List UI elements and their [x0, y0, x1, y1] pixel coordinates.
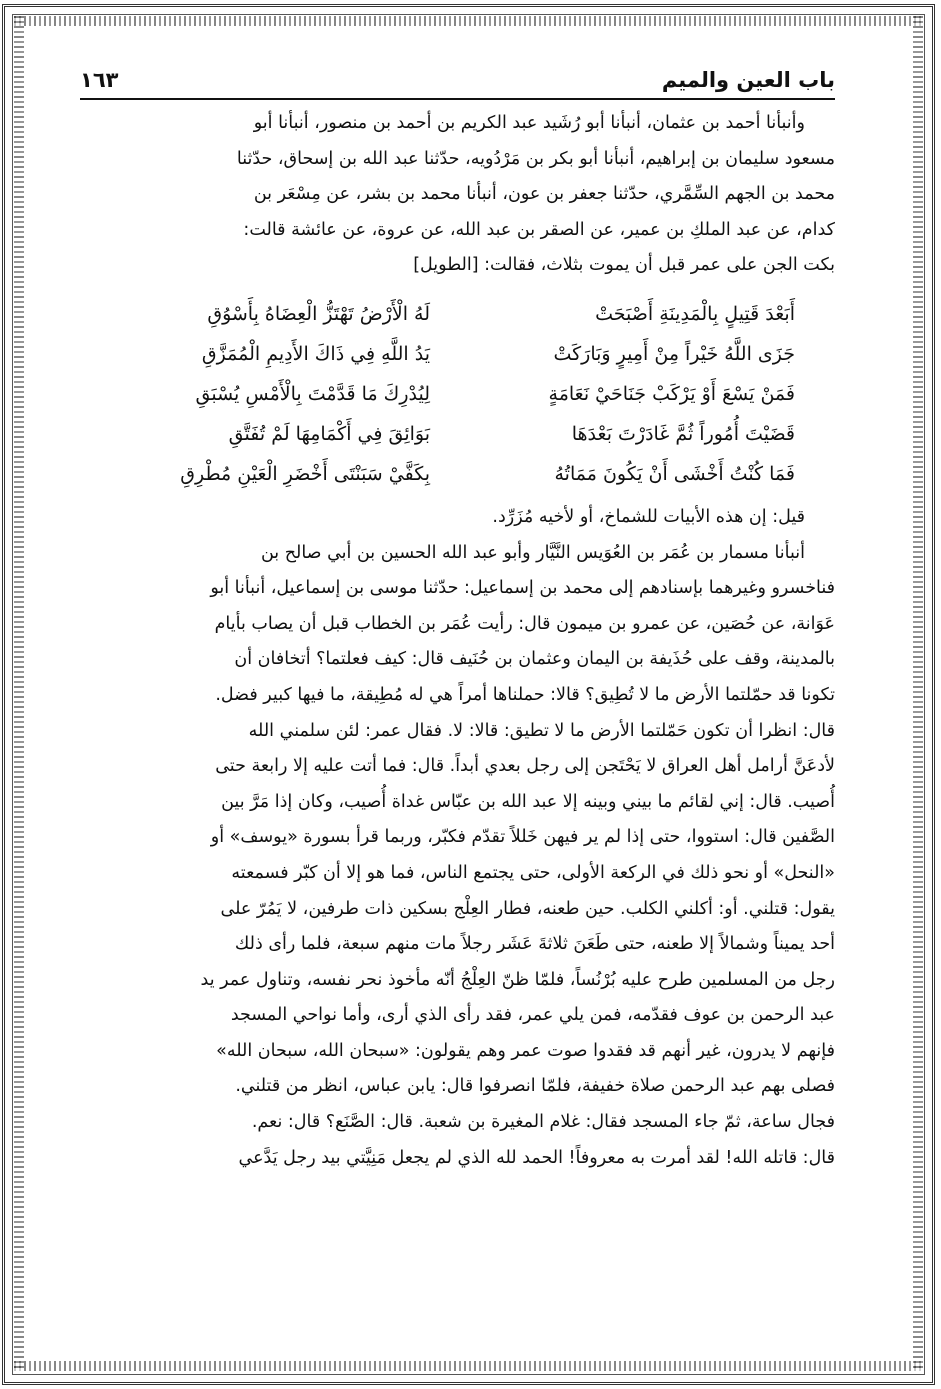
text-line: محمد بن الجهم السِّمَّري، حدّثنا جعفر بن عون، أنبأنا محمد بن بشر، عن مِسْعَر بن — [253, 184, 835, 205]
text-line: كدام، عن عبد الملكِ بن عمير، عن الصقر بن عبد الله، عن عروة، عن عائشة قالت: — [243, 219, 835, 240]
book-page — [80, 60, 835, 1176]
poem-verse — [80, 454, 835, 494]
verse-first-hemistich: فَمَنْ يَسْعَ أَوْ يَرْكَبْ جَنَاحَيْ نَعَامَةٍ — [548, 382, 795, 405]
text-line: عبد الرحمن بن عوف فقدّمه، فمن يلي عمر، فقد رأى الذي أرى، وأما نواحي المسجد — [230, 1005, 835, 1026]
page-number: ١٦٣ — [80, 68, 119, 92]
verse-first-hemistich: جَزَى اللَّهُ خَيْراً مِنْ أَمِيرٍ وَبَارَكَتْ — [553, 342, 795, 365]
paragraph-narration — [80, 536, 835, 1177]
poem-attribution-note: قيل: إن هذه الأبيات للشماخ، أو لأخيه مُزَرِّد. — [492, 506, 805, 527]
text-line: عَوَانة، عن حُصَين، عن عمرو بن ميمون قال: رأيت عُمَر بن الخطاب قبل أن يصاب بأيام — [214, 613, 835, 634]
poem — [80, 294, 835, 494]
text-line: أنبأنا مسمار بن عُمَر بن العُوَيس النَّيَّار وأبو عبد الله الحسين بن أبي صالح بن — [260, 542, 805, 563]
text-line: فجال ساعة، ثمّ جاء المسجد فقال: غلام المغيرة بن شعبة. قال: الصَّنَع؟ قال: نعم. — [251, 1112, 835, 1133]
verse-second-hemistich: لِيُدْرِكَ مَا قَدَّمْتَ بِالْأَمْسِ يُسْبَقِ — [195, 382, 430, 405]
text-line: تكونا قد حمّلتما الأرض ما لا تُطِيق؟ قالا: حملناها أمراً هي له مُطِيقة، ما فيها كبير فضل. — [215, 684, 835, 705]
chapter-title: باب العين والميم — [661, 68, 835, 92]
verse-first-hemistich: أَبَعْدَ قَتِيلٍ بِالْمَدِينَةِ أَصْبَحَتْ — [595, 302, 795, 325]
verse-second-hemistich: يَدُ اللَّهِ فِي ذَاكَ الأَدِيمِ الْمُمَزَّقِ — [201, 342, 430, 365]
poem-verse — [80, 294, 835, 334]
text-line: لأدعَنَّ أرامل أهل العراق لا يَحْتَجن إلى رجل بعدي أبداً. قال: فما أتت عليه إلا رابعة حتى — [215, 756, 835, 777]
body-text — [80, 106, 835, 1176]
text-line: فناخسرو وغيرهما بإسنادهم إلى محمد بن إسماعيل: حدّثنا موسى بن إسماعيل، أنبأنا أبو — [210, 578, 835, 599]
text-line: قال: انظرا أن تكون حَمّلتما الأرض ما لا تطيق: قالا: لا. فقال عمر: لئن سلمني الله — [248, 720, 835, 741]
running-header — [80, 60, 835, 100]
text-line: وأنبأنا أحمد بن عثمان، أنبأنا أبو رُشَيد عبد الكريم بن أحمد بن منصور، أنبأنا أبو — [253, 113, 805, 133]
text-line: بكت الجن على عمر قبل أن يموت بثلاث، فقالت: [الطويل] — [413, 255, 835, 276]
paragraph-isnad — [80, 106, 835, 284]
text-line: بالمدينة، وقف على حُذَيفة بن اليمان وعثمان بن حُنَيف قال: كيف فعلتما؟ أتخافان أن — [234, 649, 835, 670]
text-line: فإنهم لا يدرون، غير أنهم قد فقدوا صوت عمر وهم يقولون: «سبحان الله، سبحان الله» — [216, 1040, 835, 1061]
poem-verse — [80, 334, 835, 374]
text-line: «النحل» أو نحو ذلك في الركعة الأولى، حتى يجتمع الناس، فما هو إلا أن كبّر فسمعته — [231, 862, 835, 883]
poem-verse — [80, 374, 835, 414]
verse-second-hemistich: بَوَائِقَ فِي أَكْمَامِهَا لَمْ تُفَتَّقِ — [228, 422, 430, 445]
verse-first-hemistich: فَمَا كُنْتُ أَخْشَى أَنْ يَكُونَ مَمَاتُهُ — [554, 462, 795, 485]
text-line: أُصيب. قال: إني لقائم ما بيني وبينه إلا عبد الله بن عبّاس غداة أُصيب، وكان إذا مَرَّ بين — [221, 791, 835, 812]
text-line: قال: قاتله الله! لقد أمرت به معروفاً! الحمد لله الذي لم يجعل مَنِيَّتي بيد رجل يَدَّعي — [238, 1147, 835, 1168]
poem-verse — [80, 414, 835, 454]
text-line: الصَّفين قال: استووا، حتى إذا لم ير فيهن خَللاً تقدّم فكبّر، وربما قرأ بسورة «يوسف» أو — [210, 827, 835, 848]
verse-second-hemistich: لَهُ الْأَرْضُ تَهْتَزُّ الْعِضَاهُ بِأَسْوُقِ — [207, 302, 430, 325]
text-line: أحد يميناً وشمالاً إلا طعنه، حتى طَعَنَ ثلاثةَ عَشَر رجلاً مات منهم سبعة، فلما رأى ذلك — [234, 934, 835, 955]
text-line: فصلى بهم عبد الرحمن صلاة خفيفة، فلمّا انصرفوا قال: يابن عباس، انظر من قتلني. — [235, 1076, 835, 1097]
text-line: مسعود سليمان بن إبراهيم، أنبأنا أبو بكر بن مَرْدُويه، حدّثنا عبد الله بن إسحاق، حدّثنا — [236, 148, 835, 169]
verse-first-hemistich: قَضَيْتَ أُمُوراً ثُمَّ غَادَرْتَ بَعْدَهَا — [571, 422, 795, 445]
verse-second-hemistich: بِكَفَّيْ سَبَنْتَى أَخْضَرِ الْعَيْنِ مُطْرِقِ — [180, 462, 430, 485]
text-line: يقول: قتلني. أو: أكلني الكلب. حين طعنه، فطار العِلْج بسكين ذات طرفين، لا يَمُرّ على — [220, 898, 835, 919]
text-line: رجل من المسلمين طرح عليه بُرْنُساً، فلمّا ظنّ العِلْجُ أنّه مأخوذ نحر نفسه، وتناول عمر يد — [200, 969, 835, 990]
